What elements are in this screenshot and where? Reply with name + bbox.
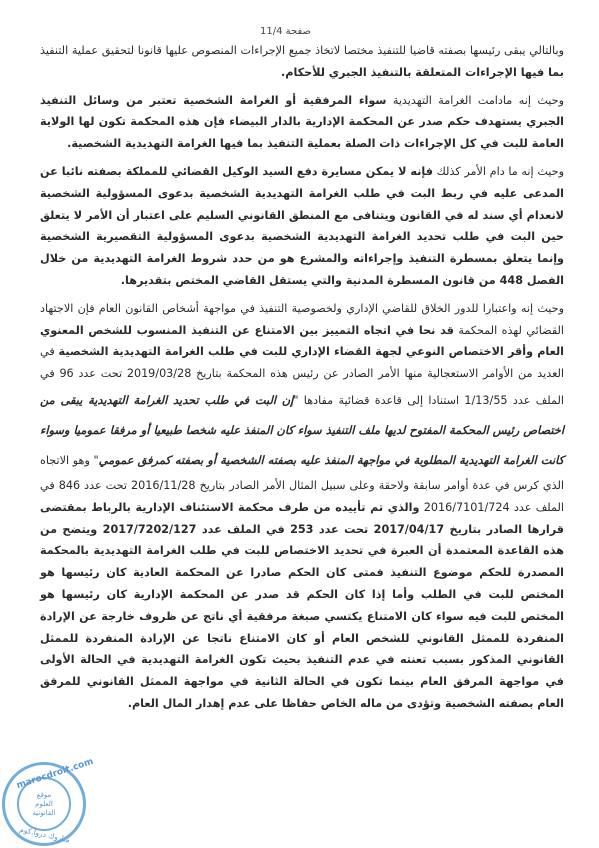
handwritten-quote: إن البت في طلب تحديد الغرامة التهديدية يبقى من اختصاص رئيس المحكمة المفتوح لديها ملف التنفيذ سواء كان المنفذ عليه شخصا طبيعيا أو مرفقا عموميا وسواء كانت الغرامة التهديدية المطلوبة في مواجهة المنفذ عليه بصفته الشخصية أو بصفته كمرفق عمومي bbox=[40, 392, 565, 467]
stamp-line: العلوم bbox=[35, 799, 53, 808]
text-run: وبالتالي يبقى رئيسها بصفته قاضيا للتنفيذ مختصا لاتخاذ جميع الإجراءات المنصوص عليها قانونا لتحقيق عملية التنفيذ bbox=[40, 44, 564, 57]
paragraph-3 bbox=[40, 161, 564, 292]
text-run: وحيث إنه ما دام الأمر كذلك bbox=[432, 164, 564, 178]
paragraph-2 bbox=[40, 90, 564, 155]
stamp-line: القانونية bbox=[32, 808, 56, 817]
paragraph-1 bbox=[40, 40, 564, 84]
text-run: في العديد من الأوامر الاستعجالية منها الأمر الصادر عن رئيس هذه المحكمة بتاريخ 2019/03/28 تحت عدد 96 في الملف عدد 1/13/55 استنادا إلى قاعدة قضائية مفادها " bbox=[40, 345, 564, 407]
paragraph-4 bbox=[40, 298, 564, 715]
stamp-line: موقع bbox=[36, 790, 52, 799]
page-number: صفحة 11/4 bbox=[260, 26, 312, 37]
document-body bbox=[40, 40, 564, 721]
text-run-bold: فإنه لا يمكن مسايرة دفع السيد الوكيل القضائي للمملكة بصفته نائبا عن المدعى عليه في ربط البت في طلب الغرامة التهديدية الشخصية بدعوى المسؤولية الشخصية لانعدام أي سند له في القانون ويتنافى مع المنطق القانوني السليم على اعتبار أن الأمر لا يتعلق حين البت في طلب تحديد الغرامة التهديدية الشخصية بدعوى المسؤولية التقصيرية الشخصية وإنما يتعلق بمسطرة التنفيذ وإجراءاته والمشرع هو من حدد شروط الغرامة التهديدية من خلال الفصل 448 من قانون المسطرة المدنية والتي يستقل القاضي المختص بتقديرها. bbox=[40, 164, 564, 287]
text-run: " وهو الاتجاه الذي كرس في عدة أوامر سابقة ولاحقة وعلى سبيل المثال الأمر الصادر بتاريخ 2016/11/28 تحت عدد 846 في الملف عدد 2016/7101/724 bbox=[40, 453, 564, 514]
stamp-ring-text: marocdroit.com bbox=[15, 756, 95, 792]
stamp-ring-text: مـاروك دروا.كوم bbox=[18, 824, 71, 845]
text-run-bold: والذي تم تأييده من طرف محكمة الاستئناف الإدارية بالرباط بمقتضى قرارها الصادر بتاريخ 2017/04/17 تحت عدد 253 في الملف عدد 2017/7202/127 ويتضح من هذه القاعدة المعتمدة أن العبرة في تحديد الاختصاص للبت في طلب الغرامة التهديدية بالمحكمة المصدرة للحكم موضوع التنفيذ فمتى كان الحكم صادرا عن المحكمة العادية كان رئيسها هو المختص للبت في الطلب وأما إذا كان الحكم قد صدر عن المحكمة الإدارية كان رئيسها هو المختص للبت فيه سواء كان الامتناع يكتسي صبغة مرفقية أي ناتج عن ظروف خارجة عن الإرادة المنفردة للممثل القانوني للشخص العام أو كان الامتناع ناتجا عن الإرادة المنفردة للممثل القانوني المذكور بسبب تعنته في عدم التنفيذ بحيث تكون الغرامة التهديدية في الحالة الأولى في مواجهة المرفق العام بينما تكون في الحالة الثانية في مواجهة الممثل القانوني للمرفق العام بصفته الشخصية وتؤدى من ماله الخاص حفاظا على عدم إهدار المال العام. bbox=[40, 500, 565, 710]
text-run: وحيث إنه واعتبارا للدور الخلاق للقاضي الإداري ولخصوصية التنفيذ في مواجهة أشخاص القانون العام فإن الاجتهاد القضائي لهذه المحكمة bbox=[40, 301, 565, 337]
text-run: وحيث إنه مادامت الغرامة التهديدية bbox=[386, 93, 565, 107]
text-run-bold: سواء المرفقية أو الغرامة الشخصية تعتبر من وسائل التنفيذ الجبري يستهدف حكم صدر عن المحكمة الإدارية بالدار البيضاء فإن هذه المحكمة تكون لها الولاية العامة للبت في كل الإجراءات ذات الصلة بعملية التنفيذ بما فيها الغرامة التهديدية الشخصية. bbox=[40, 93, 564, 151]
text-run-bold: بما فيها الإجراءات المتعلقة بالتنفيذ الجبري للأحكام. bbox=[281, 65, 564, 79]
text-run-bold: قد نحا في اتجاه التمييز بين الامتناع عن التنفيذ المنسوب للشخص المعنوي العام وأقر الاختصاص النوعي لجهة القضاء الإداري للبت في طلب الغرامة التهديدية الشخصية bbox=[40, 323, 564, 359]
site-watermark-stamp bbox=[2, 756, 95, 846]
